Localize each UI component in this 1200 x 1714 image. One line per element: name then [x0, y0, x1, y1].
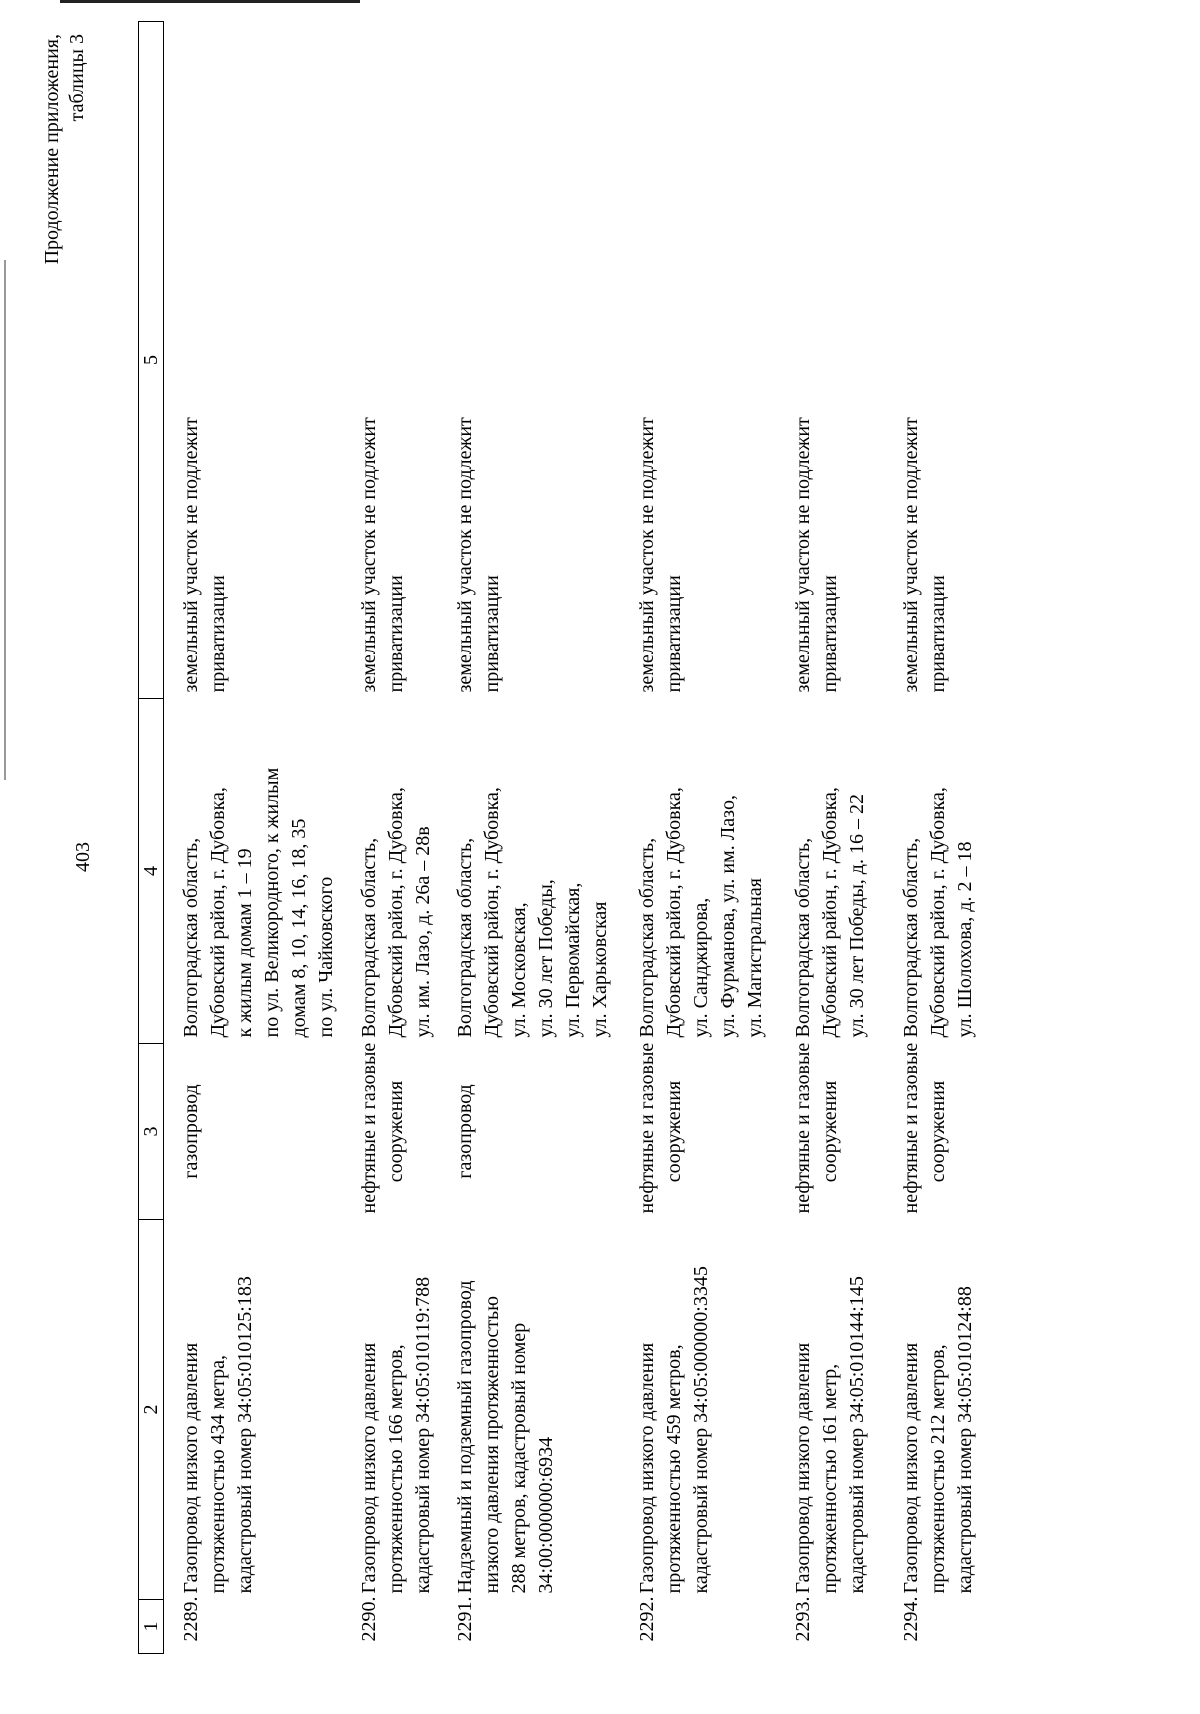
row-number: 2293.: [792, 1596, 814, 1642]
text-line: приватизации: [385, 575, 407, 693]
table-row: [898, 22, 988, 1654]
text-line: по ул. Чайковского: [315, 876, 337, 1038]
text-line: 34:00:000000:6934: [535, 1436, 557, 1594]
text-line: нефтяные и газовые: [900, 1042, 922, 1214]
object-type: [164, 1044, 357, 1220]
text-line: протяженностью 161 метр,: [819, 1363, 841, 1594]
text-line: Газопровод низкого давления: [900, 1342, 922, 1594]
column-header-1: 1: [139, 1600, 164, 1654]
object-type: [356, 1044, 452, 1220]
object-address: [356, 699, 452, 1044]
text-line: Дубовский район, г. Дубовка,: [207, 787, 229, 1038]
register-table: [138, 21, 988, 1654]
text-line: Волгоградская область,: [358, 837, 380, 1038]
text-line: кадастровый номер 34:05:000000:3345: [690, 1266, 712, 1594]
row-number: 2292.: [636, 1596, 658, 1642]
object-name: [164, 1220, 357, 1600]
page-number: 403: [72, 842, 94, 872]
text-line: ул. Санджирова,: [690, 897, 712, 1038]
object-type: [898, 1044, 988, 1220]
text-line: земельный участок не подлежит: [180, 417, 202, 693]
text-line: сооружения: [663, 1080, 685, 1183]
text-line: приватизации: [207, 575, 229, 693]
text-line: сооружения: [819, 1080, 841, 1183]
text-line: Волгоградская область,: [636, 837, 658, 1038]
text-line: приватизации: [663, 575, 685, 693]
object-note: [898, 22, 988, 699]
text-line: кадастровый номер 34:05:010144:145: [846, 1276, 868, 1594]
object-note: [790, 22, 898, 699]
object-name: [634, 1220, 790, 1600]
row-number: 2294.: [900, 1596, 922, 1642]
header-row: [139, 22, 164, 1654]
table-row: [634, 22, 790, 1654]
object-address: [790, 699, 898, 1044]
text-line: Дубовский район, г. Дубовка,: [385, 787, 407, 1038]
object-note: [356, 22, 452, 699]
text-line: ул. Московская,: [508, 902, 530, 1038]
text-line: приватизации: [819, 575, 841, 693]
text-line: кадастровый номер 34:05:010124:88: [954, 1286, 976, 1594]
object-type: [634, 1044, 790, 1220]
text-line: сооружения: [385, 1080, 407, 1183]
continuation-line-1: Продолжение приложения,: [41, 34, 63, 265]
text-line: Волгоградская область,: [792, 837, 814, 1038]
object-address: [898, 699, 988, 1044]
text-line: Дубовский район, г. Дубовка,: [481, 787, 503, 1038]
object-name: [356, 1220, 452, 1600]
text-line: сооружения: [927, 1080, 949, 1183]
text-line: Волгоградская область,: [454, 837, 476, 1038]
text-line: Дубовский район, г. Дубовка,: [819, 787, 841, 1038]
text-line: Волгоградская область,: [900, 837, 922, 1038]
continuation-line-2: таблицы 3: [66, 34, 88, 122]
object-note: [452, 22, 634, 699]
text-line: 288 метров, кадастровый номер: [508, 1322, 530, 1594]
text-line: нефтяные и газовые: [636, 1042, 658, 1214]
text-line: по ул. Великородного, к жилым: [261, 767, 283, 1038]
text-line: ул. Харьковская: [589, 901, 611, 1038]
table-row: [790, 22, 898, 1654]
text-line: Газопровод низкого давления: [792, 1342, 814, 1594]
text-line: земельный участок не подлежит: [792, 417, 814, 693]
column-header-2: 2: [139, 1220, 164, 1600]
text-line: Дубовский район, г. Дубовка,: [927, 787, 949, 1038]
text-line: Газопровод низкого давления: [180, 1342, 202, 1594]
text-line: приватизации: [481, 575, 503, 693]
text-line: ул. Первомайская,: [562, 882, 584, 1038]
text-line: домам 8, 10, 14, 16, 18, 35: [288, 818, 310, 1038]
text-line: нефтяные и газовые: [792, 1042, 814, 1214]
row-number: 2290.: [358, 1596, 380, 1642]
column-header-3: 3: [139, 1044, 164, 1220]
row-number: 2291.: [454, 1596, 476, 1642]
object-address: [634, 699, 790, 1044]
text-line: Дубовский район, г. Дубовка,: [663, 787, 685, 1038]
table-row: [452, 22, 634, 1654]
object-note: [634, 22, 790, 699]
text-line: ул. Шолохова, д. 2 – 18: [954, 841, 976, 1038]
column-header-4: 4: [139, 699, 164, 1044]
text-line: газопровод: [454, 1084, 476, 1179]
object-type: [452, 1044, 634, 1220]
object-address: [452, 699, 634, 1044]
text-line: протяженностью 434 метра,: [207, 1354, 229, 1594]
text-line: ул. 30 лет Победы, д. 16 – 22: [846, 794, 868, 1038]
object-address: [164, 699, 357, 1044]
object-name: [790, 1220, 898, 1600]
text-line: приватизации: [927, 575, 949, 693]
text-line: к жилым домам 1 – 19: [234, 848, 256, 1038]
text-line: Волгоградская область,: [180, 837, 202, 1038]
text-line: Надземный и подземный газопровод: [454, 1280, 476, 1594]
text-line: Газопровод низкого давления: [636, 1342, 658, 1594]
text-line: земельный участок не подлежит: [454, 417, 476, 693]
text-line: протяженностью 459 метров,: [663, 1344, 685, 1594]
text-line: ул. им. Лазо, д. 26а – 28в: [412, 826, 434, 1038]
text-line: низкого давления протяженностью: [481, 1295, 503, 1594]
object-name: [452, 1220, 634, 1600]
continuation-note: [40, 34, 90, 274]
text-line: ул. Фурманова, ул. им. Лазо,: [717, 795, 739, 1038]
table-row: [356, 22, 452, 1654]
text-line: кадастровый номер 34:05:010125:183: [234, 1276, 256, 1594]
text-line: нефтяные и газовые: [358, 1042, 380, 1214]
text-line: земельный участок не подлежит: [900, 417, 922, 693]
object-type: [790, 1044, 898, 1220]
text-line: протяженностью 212 метров,: [927, 1344, 949, 1594]
row-number: 2289.: [180, 1596, 202, 1642]
text-line: Газопровод низкого давления: [358, 1342, 380, 1594]
text-line: ул. 30 лет Победы,: [535, 879, 557, 1038]
table-row: [164, 22, 357, 1654]
text-line: протяженностью 166 метров,: [385, 1344, 407, 1594]
object-name: [898, 1220, 988, 1600]
column-header-5: 5: [139, 22, 164, 699]
text-line: газопровод: [180, 1084, 202, 1179]
text-line: земельный участок не подлежит: [636, 417, 658, 693]
object-note: [164, 22, 357, 699]
text-line: кадастровый номер 34:05:010119:788: [412, 1276, 434, 1594]
text-line: земельный участок не подлежит: [358, 417, 380, 693]
text-line: ул. Магистральная: [744, 878, 766, 1038]
